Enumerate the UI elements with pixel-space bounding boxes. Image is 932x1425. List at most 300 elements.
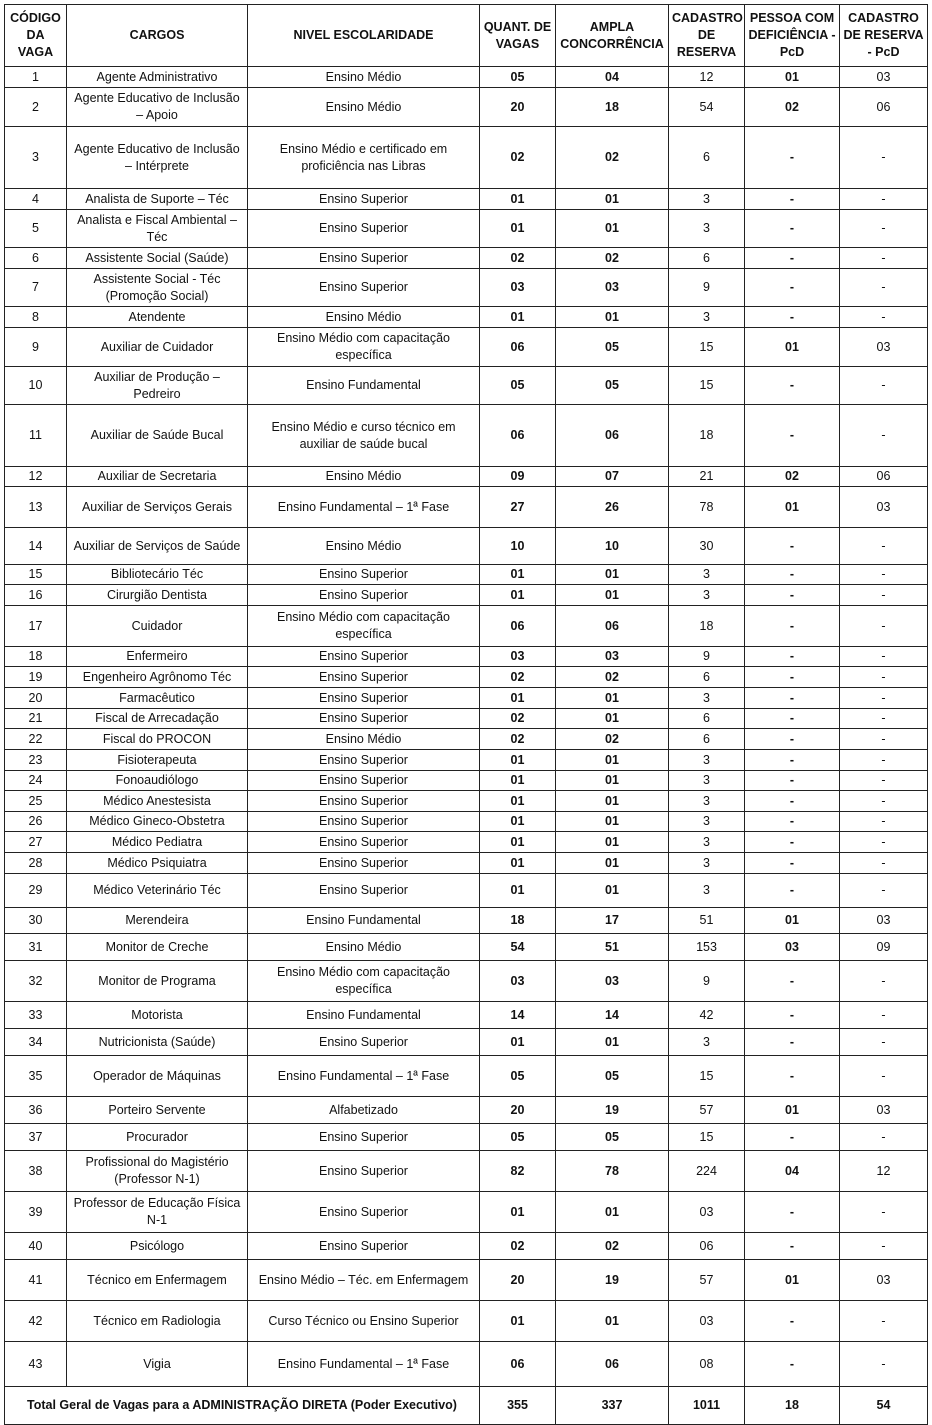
cell-ampla: 01: [556, 874, 669, 908]
cell-codigo: 21: [5, 709, 67, 729]
cell-codigo: 39: [5, 1192, 67, 1233]
cell-cadastro: 06: [669, 1233, 745, 1260]
cell-cargo: Profissional do Magistério (Professor N-1): [67, 1151, 248, 1192]
total-cadastro-pcd: 54: [840, 1387, 928, 1425]
table-row: [5, 791, 928, 812]
cell-ampla: 01: [556, 1029, 669, 1056]
cell-nivel: Ensino Fundamental: [248, 908, 480, 934]
cell-cadastro-pcd: -: [840, 269, 928, 307]
cell-nivel: Ensino Fundamental – 1ª Fase: [248, 1342, 480, 1387]
table-row: [5, 1301, 928, 1342]
cell-pcd: 01: [745, 67, 840, 88]
cell-cadastro: 15: [669, 1124, 745, 1151]
cell-cadastro-pcd: -: [840, 1301, 928, 1342]
cell-cadastro-pcd: -: [840, 750, 928, 771]
cell-quant: 54: [480, 934, 556, 961]
cell-ampla: 14: [556, 1002, 669, 1029]
cell-nivel: Ensino Médio: [248, 307, 480, 328]
cell-codigo: 6: [5, 248, 67, 269]
cell-codigo: 36: [5, 1097, 67, 1124]
cell-codigo: 37: [5, 1124, 67, 1151]
cell-pcd: -: [745, 667, 840, 688]
cell-quant: 01: [480, 1029, 556, 1056]
cell-ampla: 05: [556, 328, 669, 367]
table-row: [5, 405, 928, 467]
cell-cargo: Auxiliar de Cuidador: [67, 328, 248, 367]
cell-quant: 06: [480, 405, 556, 467]
cell-nivel: Ensino Fundamental – 1ª Fase: [248, 1056, 480, 1097]
total-ampla: 337: [556, 1387, 669, 1425]
cell-codigo: 12: [5, 467, 67, 487]
cell-cargo: Técnico em Enfermagem: [67, 1260, 248, 1301]
cell-cadastro: 6: [669, 127, 745, 189]
cell-ampla: 01: [556, 307, 669, 328]
cell-cargo: Assistente Social - Téc (Promoção Social): [67, 269, 248, 307]
cell-cargo: Operador de Máquinas: [67, 1056, 248, 1097]
cell-nivel: Ensino Superior: [248, 874, 480, 908]
cell-quant: 02: [480, 667, 556, 688]
cell-cadastro: 3: [669, 189, 745, 210]
cell-ampla: 18: [556, 88, 669, 127]
cell-cadastro: 3: [669, 750, 745, 771]
cell-ampla: 01: [556, 812, 669, 832]
cell-nivel: Ensino Superior: [248, 210, 480, 248]
cell-codigo: 43: [5, 1342, 67, 1387]
cell-nivel: Ensino Médio: [248, 729, 480, 750]
header-ampla: AMPLA CONCORRÊNCIA: [556, 5, 669, 67]
cell-cadastro: 6: [669, 248, 745, 269]
cell-ampla: 19: [556, 1097, 669, 1124]
cell-nivel: Ensino Médio: [248, 528, 480, 565]
cell-cadastro: 51: [669, 908, 745, 934]
cell-codigo: 16: [5, 585, 67, 606]
cell-cadastro: 57: [669, 1260, 745, 1301]
cell-pcd: -: [745, 791, 840, 812]
cell-nivel: Ensino Superior: [248, 667, 480, 688]
cell-cadastro: 224: [669, 1151, 745, 1192]
table-row: [5, 367, 928, 405]
cell-cargo: Agente Educativo de Inclusão – Apoio: [67, 88, 248, 127]
cell-nivel: Ensino Médio com capacitação específica: [248, 328, 480, 367]
header-quant: QUANT. DE VAGAS: [480, 5, 556, 67]
cell-pcd: -: [745, 1301, 840, 1342]
cell-cadastro-pcd: -: [840, 585, 928, 606]
cell-pcd: -: [745, 210, 840, 248]
cell-cadastro-pcd: -: [840, 1056, 928, 1097]
cell-pcd: -: [745, 1192, 840, 1233]
cell-cadastro: 3: [669, 853, 745, 874]
table-row: [5, 709, 928, 729]
table-row: [5, 1151, 928, 1192]
cell-ampla: 02: [556, 248, 669, 269]
cell-nivel: Ensino Médio: [248, 467, 480, 487]
cell-cadastro: 3: [669, 771, 745, 791]
cell-cargo: Agente Educativo de Inclusão – Intérprete: [67, 127, 248, 189]
cell-pcd: 02: [745, 467, 840, 487]
cell-cargo: Fisioterapeuta: [67, 750, 248, 771]
cell-cargo: Assistente Social (Saúde): [67, 248, 248, 269]
cell-nivel: Ensino Superior: [248, 269, 480, 307]
cell-cargo: Auxiliar de Serviços de Saúde: [67, 528, 248, 565]
cell-cadastro: 3: [669, 307, 745, 328]
cell-nivel: Ensino Médio: [248, 88, 480, 127]
cell-codigo: 28: [5, 853, 67, 874]
cell-quant: 82: [480, 1151, 556, 1192]
cell-cadastro: 6: [669, 667, 745, 688]
table-row: [5, 647, 928, 667]
cell-cadastro: 18: [669, 405, 745, 467]
cell-codigo: 13: [5, 487, 67, 528]
cell-codigo: 18: [5, 647, 67, 667]
cell-cadastro: 12: [669, 67, 745, 88]
cell-codigo: 20: [5, 688, 67, 709]
cell-codigo: 11: [5, 405, 67, 467]
cell-cargo: Auxiliar de Saúde Bucal: [67, 405, 248, 467]
cell-cargo: Fiscal de Arrecadação: [67, 709, 248, 729]
cell-pcd: 01: [745, 908, 840, 934]
cell-codigo: 15: [5, 565, 67, 585]
table-row: [5, 729, 928, 750]
cell-cadastro-pcd: -: [840, 528, 928, 565]
cell-quant: 01: [480, 853, 556, 874]
cell-cargo: Médico Veterinário Téc: [67, 874, 248, 908]
cell-cadastro-pcd: 09: [840, 934, 928, 961]
header-cadastro-pcd: CADASTRO DE RESERVA - PcD: [840, 5, 928, 67]
cell-codigo: 9: [5, 328, 67, 367]
cell-ampla: 01: [556, 210, 669, 248]
cell-ampla: 10: [556, 528, 669, 565]
cell-pcd: 02: [745, 88, 840, 127]
cell-pcd: 01: [745, 1260, 840, 1301]
cell-ampla: 06: [556, 405, 669, 467]
cell-cadastro-pcd: -: [840, 832, 928, 853]
cell-cadastro: 30: [669, 528, 745, 565]
cell-ampla: 01: [556, 709, 669, 729]
cell-codigo: 27: [5, 832, 67, 853]
cell-cargo: Farmacêutico: [67, 688, 248, 709]
cell-ampla: 02: [556, 1233, 669, 1260]
cell-nivel: Ensino Médio – Téc. em Enfermagem: [248, 1260, 480, 1301]
table-row: [5, 269, 928, 307]
cell-quant: 02: [480, 729, 556, 750]
cell-quant: 06: [480, 1342, 556, 1387]
cell-codigo: 35: [5, 1056, 67, 1097]
cell-cadastro-pcd: -: [840, 189, 928, 210]
cell-cargo: Analista e Fiscal Ambiental – Téc: [67, 210, 248, 248]
cell-pcd: -: [745, 585, 840, 606]
cell-cargo: Enfermeiro: [67, 647, 248, 667]
cell-cadastro-pcd: 03: [840, 328, 928, 367]
cell-cargo: Agente Administrativo: [67, 67, 248, 88]
cell-codigo: 7: [5, 269, 67, 307]
cell-nivel: Ensino Fundamental – 1ª Fase: [248, 487, 480, 528]
cell-cadastro: 03: [669, 1192, 745, 1233]
cell-pcd: -: [745, 1342, 840, 1387]
cell-nivel: Alfabetizado: [248, 1097, 480, 1124]
cell-ampla: 01: [556, 1192, 669, 1233]
cell-nivel: Ensino Médio: [248, 67, 480, 88]
table-row: [5, 1056, 928, 1097]
cell-cadastro-pcd: -: [840, 667, 928, 688]
total-pcd: 18: [745, 1387, 840, 1425]
cell-cargo: Nutricionista (Saúde): [67, 1029, 248, 1056]
cell-pcd: -: [745, 729, 840, 750]
table-row: [5, 750, 928, 771]
total-cadastro: 1011: [669, 1387, 745, 1425]
table-row: [5, 1097, 928, 1124]
header-cargos: CARGOS: [67, 5, 248, 67]
total-label: Total Geral de Vagas para a ADMINISTRAÇÃO DIRETA (Poder Executivo): [5, 1387, 480, 1425]
cell-cargo: Porteiro Servente: [67, 1097, 248, 1124]
cell-pcd: 01: [745, 487, 840, 528]
cell-cadastro: 3: [669, 565, 745, 585]
cell-nivel: Ensino Superior: [248, 189, 480, 210]
cell-cargo: Procurador: [67, 1124, 248, 1151]
cell-cargo: Fonoaudiólogo: [67, 771, 248, 791]
cell-cadastro: 18: [669, 606, 745, 647]
cell-quant: 06: [480, 328, 556, 367]
cell-nivel: Ensino Médio e certificado em proficiência nas Libras: [248, 127, 480, 189]
cell-cargo: Auxiliar de Secretaria: [67, 467, 248, 487]
cell-pcd: -: [745, 1124, 840, 1151]
cell-pcd: -: [745, 1029, 840, 1056]
cell-codigo: 26: [5, 812, 67, 832]
cell-ampla: 02: [556, 667, 669, 688]
cell-cadastro-pcd: -: [840, 606, 928, 647]
cell-pcd: -: [745, 528, 840, 565]
table-row: [5, 127, 928, 189]
table-row: [5, 832, 928, 853]
header-cadastro: CADASTRO DE RESERVA: [669, 5, 745, 67]
cell-cadastro-pcd: -: [840, 1192, 928, 1233]
table-row: [5, 67, 928, 88]
cell-cargo: Professor de Educação Física N-1: [67, 1192, 248, 1233]
cell-codigo: 23: [5, 750, 67, 771]
cell-pcd: -: [745, 853, 840, 874]
cell-cadastro: 42: [669, 1002, 745, 1029]
table-body: [5, 67, 928, 1387]
cell-quant: 02: [480, 1233, 556, 1260]
cell-quant: 01: [480, 771, 556, 791]
cell-pcd: -: [745, 750, 840, 771]
table-row: [5, 688, 928, 709]
cell-nivel: Ensino Superior: [248, 565, 480, 585]
cell-cargo: Cuidador: [67, 606, 248, 647]
cell-nivel: Ensino Superior: [248, 248, 480, 269]
cell-cadastro: 3: [669, 688, 745, 709]
cell-cadastro: 08: [669, 1342, 745, 1387]
cell-ampla: 01: [556, 832, 669, 853]
cell-cadastro-pcd: 12: [840, 1151, 928, 1192]
cell-cadastro-pcd: 06: [840, 467, 928, 487]
cell-cadastro-pcd: 03: [840, 1097, 928, 1124]
cell-cadastro: 15: [669, 367, 745, 405]
cell-nivel: Ensino Superior: [248, 791, 480, 812]
cell-ampla: 01: [556, 750, 669, 771]
cell-cadastro-pcd: -: [840, 709, 928, 729]
cell-quant: 03: [480, 269, 556, 307]
cell-ampla: 06: [556, 606, 669, 647]
cell-pcd: 01: [745, 328, 840, 367]
cell-cadastro-pcd: -: [840, 791, 928, 812]
cell-quant: 01: [480, 812, 556, 832]
cell-nivel: Curso Técnico ou Ensino Superior: [248, 1301, 480, 1342]
cell-quant: 01: [480, 750, 556, 771]
table-row: [5, 307, 928, 328]
cell-pcd: -: [745, 127, 840, 189]
cell-quant: 01: [480, 791, 556, 812]
table-row: [5, 908, 928, 934]
cell-quant: 05: [480, 367, 556, 405]
cell-quant: 01: [480, 1192, 556, 1233]
cell-cadastro: 21: [669, 467, 745, 487]
cell-cadastro-pcd: -: [840, 1233, 928, 1260]
cell-quant: 01: [480, 210, 556, 248]
vagas-table: [4, 4, 928, 1425]
cell-codigo: 33: [5, 1002, 67, 1029]
cell-codigo: 41: [5, 1260, 67, 1301]
cell-ampla: 51: [556, 934, 669, 961]
cell-pcd: -: [745, 189, 840, 210]
cell-quant: 18: [480, 908, 556, 934]
table-row: [5, 189, 928, 210]
cell-ampla: 05: [556, 367, 669, 405]
cell-pcd: -: [745, 269, 840, 307]
cell-ampla: 01: [556, 791, 669, 812]
cell-cargo: Monitor de Creche: [67, 934, 248, 961]
table-row: [5, 934, 928, 961]
cell-quant: 09: [480, 467, 556, 487]
cell-cargo: Médico Gineco-Obstetra: [67, 812, 248, 832]
cell-pcd: -: [745, 1233, 840, 1260]
cell-quant: 01: [480, 585, 556, 606]
cell-cadastro-pcd: 06: [840, 88, 928, 127]
cell-cadastro: 3: [669, 832, 745, 853]
cell-cadastro-pcd: -: [840, 647, 928, 667]
cell-ampla: 02: [556, 127, 669, 189]
table-row: [5, 812, 928, 832]
cell-quant: 02: [480, 709, 556, 729]
cell-cadastro-pcd: -: [840, 367, 928, 405]
cell-pcd: -: [745, 405, 840, 467]
cell-quant: 01: [480, 1301, 556, 1342]
cell-cadastro: 03: [669, 1301, 745, 1342]
cell-cadastro-pcd: -: [840, 961, 928, 1002]
cell-pcd: -: [745, 688, 840, 709]
cell-cadastro: 15: [669, 1056, 745, 1097]
cell-nivel: Ensino Médio com capacitação específica: [248, 961, 480, 1002]
cell-pcd: -: [745, 771, 840, 791]
cell-codigo: 38: [5, 1151, 67, 1192]
table-row: [5, 771, 928, 791]
cell-cadastro: 3: [669, 874, 745, 908]
cell-cargo: Médico Psiquiatra: [67, 853, 248, 874]
table-row: [5, 1029, 928, 1056]
cell-nivel: Ensino Médio com capacitação específica: [248, 606, 480, 647]
table-row: [5, 1260, 928, 1301]
cell-cadastro: 3: [669, 585, 745, 606]
cell-quant: 20: [480, 1097, 556, 1124]
cell-cadastro-pcd: -: [840, 1002, 928, 1029]
cell-cargo: Atendente: [67, 307, 248, 328]
cell-cadastro: 3: [669, 210, 745, 248]
cell-codigo: 29: [5, 874, 67, 908]
cell-quant: 20: [480, 88, 556, 127]
table-row: [5, 1124, 928, 1151]
cell-pcd: 03: [745, 934, 840, 961]
cell-nivel: Ensino Superior: [248, 832, 480, 853]
cell-cadastro: 9: [669, 269, 745, 307]
header-nivel: NIVEL ESCOLARIDADE: [248, 5, 480, 67]
cell-cadastro-pcd: -: [840, 565, 928, 585]
cell-cadastro: 3: [669, 812, 745, 832]
cell-codigo: 10: [5, 367, 67, 405]
cell-quant: 01: [480, 832, 556, 853]
cell-cadastro: 3: [669, 1029, 745, 1056]
table-row: [5, 667, 928, 688]
cell-cargo: Engenheiro Agrônomo Téc: [67, 667, 248, 688]
cell-codigo: 31: [5, 934, 67, 961]
cell-ampla: 03: [556, 961, 669, 1002]
cell-ampla: 06: [556, 1342, 669, 1387]
cell-pcd: -: [745, 832, 840, 853]
cell-ampla: 01: [556, 688, 669, 709]
cell-codigo: 22: [5, 729, 67, 750]
cell-nivel: Ensino Superior: [248, 750, 480, 771]
cell-quant: 01: [480, 189, 556, 210]
cell-ampla: 01: [556, 565, 669, 585]
cell-pcd: -: [745, 565, 840, 585]
cell-nivel: Ensino Superior: [248, 647, 480, 667]
table-row: [5, 606, 928, 647]
cell-codigo: 34: [5, 1029, 67, 1056]
cell-nivel: Ensino Superior: [248, 1124, 480, 1151]
table-row: [5, 961, 928, 1002]
cell-cadastro-pcd: -: [840, 210, 928, 248]
cell-ampla: 78: [556, 1151, 669, 1192]
table-row: [5, 1192, 928, 1233]
cell-cadastro: 6: [669, 709, 745, 729]
cell-ampla: 04: [556, 67, 669, 88]
cell-nivel: Ensino Superior: [248, 585, 480, 606]
table-row: [5, 328, 928, 367]
cell-nivel: Ensino Médio e curso técnico em auxiliar de saúde bucal: [248, 405, 480, 467]
cell-cargo: Auxiliar de Serviços Gerais: [67, 487, 248, 528]
cell-cadastro-pcd: -: [840, 307, 928, 328]
cell-cadastro-pcd: -: [840, 688, 928, 709]
header-codigo: CÓDIGO DA VAGA: [5, 5, 67, 67]
cell-codigo: 1: [5, 67, 67, 88]
cell-quant: 06: [480, 606, 556, 647]
cell-cadastro-pcd: -: [840, 1029, 928, 1056]
cell-cadastro: 78: [669, 487, 745, 528]
table-row: [5, 585, 928, 606]
cell-cargo: Monitor de Programa: [67, 961, 248, 1002]
cell-pcd: -: [745, 647, 840, 667]
table-row: [5, 210, 928, 248]
cell-cadastro-pcd: -: [840, 248, 928, 269]
table-row: [5, 1342, 928, 1387]
cell-quant: 05: [480, 1056, 556, 1097]
table-row: [5, 1002, 928, 1029]
cell-pcd: -: [745, 606, 840, 647]
cell-cadastro: 9: [669, 647, 745, 667]
cell-codigo: 3: [5, 127, 67, 189]
cell-ampla: 07: [556, 467, 669, 487]
cell-cadastro-pcd: -: [840, 1342, 928, 1387]
cell-cadastro-pcd: -: [840, 1124, 928, 1151]
cell-codigo: 2: [5, 88, 67, 127]
